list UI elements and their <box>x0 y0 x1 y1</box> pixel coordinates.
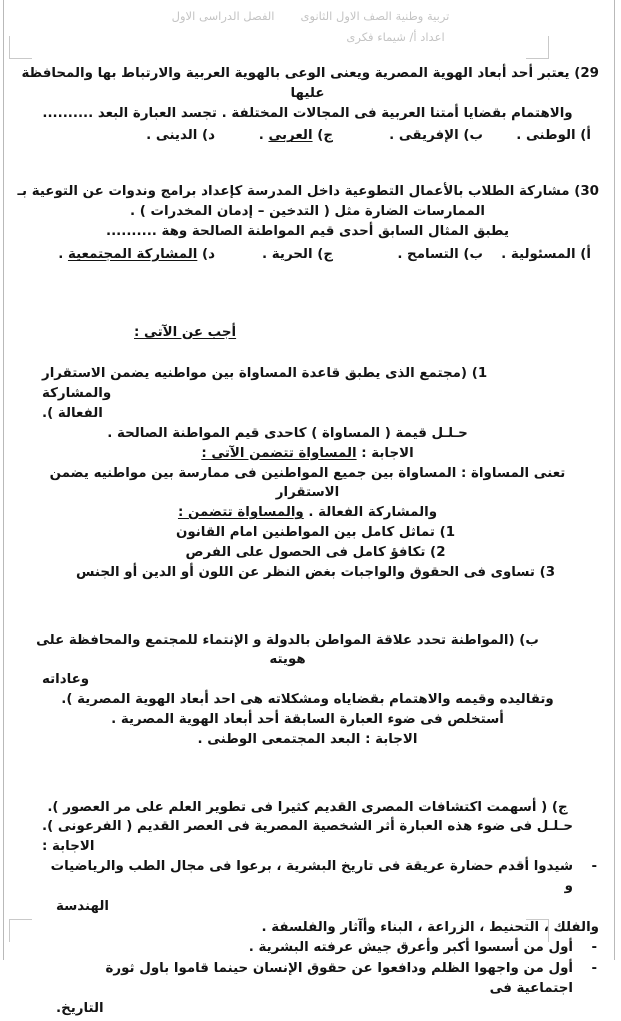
gap-before-answer-section-2 <box>16 301 599 323</box>
question-29-option-a[interactable] <box>483 126 591 146</box>
question-29-stem-text: يعتبر أحد أبعاد الهوية المصرية ويعنى الوعى بالهوية العربية والارتباط بها والمحافظة <box>21 66 570 81</box>
sub-question-1-quote-line2: الفعالة ). <box>42 406 103 422</box>
sub-question-c <box>16 798 599 1019</box>
option-d-key: د) <box>202 128 215 144</box>
option-c-key: ج) <box>317 128 333 144</box>
sub-question-b-label: ب) <box>519 632 539 648</box>
option-b-key: ب) <box>463 128 483 144</box>
bullet-main: أول من أسسوا أكبر وأعرق جيش عرفته البشرية . <box>248 940 573 956</box>
sub-question-c-quote-line1: ( أسهمت اكتشافات المصرى القديم كثيرا فى تطوير العلم على مر العصور ). <box>47 799 548 815</box>
question-29-option-c[interactable] <box>215 126 333 146</box>
document-body <box>16 64 599 1021</box>
question-29-stem-line2: عليها <box>290 85 325 101</box>
option-c-suffix: . <box>258 128 264 144</box>
header-term: الفصل الدراسى الاول <box>171 9 275 23</box>
question-30-stem-line1 <box>16 182 599 202</box>
sub-question-1-answer-heading <box>16 444 599 464</box>
option-a-key: أ) <box>580 246 591 262</box>
sub-question-1-label: 1) <box>471 366 488 382</box>
header-author: اعداد أ/ شيماء فكرى <box>346 30 445 45</box>
gap-before-sub-c-2 <box>16 786 599 798</box>
dash-icon: - <box>591 859 597 875</box>
question-29-option-d[interactable] <box>146 126 215 146</box>
page-border-left <box>3 0 4 960</box>
option-c-text: الحرية . <box>262 246 313 262</box>
sub-question-1 <box>16 364 599 582</box>
question-30-option-d[interactable] <box>58 245 215 265</box>
option-a-text: الوطنى . <box>516 128 576 144</box>
sub-question-b-quote-line2: وعاداته <box>42 672 90 688</box>
question-30-option-c[interactable] <box>215 245 333 265</box>
sub-question-b-quote-line1: (المواطنة تحدد علاقة المواطن بالدولة و الإنتماء للمجتمع والمحافظة على هويته <box>36 632 515 668</box>
question-30-number: 30) <box>574 184 599 200</box>
sub-question-c-label: ج) <box>551 799 568 815</box>
sub-question-1-body-line1: تعنى المساواة : المساواة بين جميع المواطنين فى ممارسة بين مواطنيه يضمن الاستقرار <box>49 465 566 501</box>
sub-question-1-header <box>16 364 599 404</box>
option-b-text: التسامح . <box>397 246 459 262</box>
sub-question-c-header <box>16 798 599 818</box>
question-30-stem-text: مشاركة الطلاب بالأعمال التطوعية داخل المدرسة كإعداد برامج وندوات عن التوعية بـ <box>17 184 570 200</box>
sub-question-b <box>16 631 599 750</box>
sub-question-c-task: حـلـل فى ضوء هذه العبارة أثر الشخصية المصرية فى العصر القديم ( الفرعونى ). <box>42 819 573 835</box>
gap-after-q29 <box>16 148 599 182</box>
bullet-tail: الهندسة <box>56 898 109 914</box>
gap-after-section-title <box>16 342 599 364</box>
point-item: 3) تساوى فى الحقوق والواجبات بغض النظر عن اللون أو الدين أو الجنس <box>75 564 556 580</box>
gap-before-answer-section <box>16 267 599 301</box>
question-29-stem-line1 <box>16 64 599 84</box>
option-b-key: ب) <box>463 246 483 262</box>
question-30-stem-line2: الممارسات الضارة مثل ( التدخين – إدمان المخدرات ) . <box>129 204 486 220</box>
body-line2-underlined: والمساواة تتضمن : <box>177 505 304 521</box>
option-d-text: الدينى . <box>146 128 198 144</box>
header-subject: تربية وطنية الصف الاول الثانوى <box>300 9 450 23</box>
answer-text: البعد المجتمعى الوطنى . <box>197 731 361 747</box>
point-item: 2) تكافؤ كامل فى الحصول على الفرص <box>185 544 446 560</box>
sub-question-b-header <box>16 631 599 671</box>
bullet-item <box>16 959 599 1018</box>
sub-question-c-bullets <box>16 857 599 1019</box>
question-29-number: 29) <box>574 66 599 81</box>
option-d-key: د) <box>202 246 215 262</box>
bullet-item <box>16 857 599 916</box>
option-d-text: المشاركة المجتمعية <box>67 246 198 262</box>
question-30-options <box>16 245 599 265</box>
bullet-main: شيدوا أقدم حضارة عريقة فى تاريخ البشرية ، برعوا فى مجال الطب والرياضيات و <box>50 859 573 894</box>
option-c-key: ج) <box>317 246 333 262</box>
gap-before-sub-b <box>16 585 599 619</box>
question-30-option-a[interactable] <box>483 245 591 265</box>
option-a-text: المسئولية . <box>501 246 576 262</box>
answer-prefix: الاجابة : <box>356 445 414 461</box>
sub-question-1-quote-line1: (مجتمع الذى يطبق قاعدة المساواة بين مواطنيه يضمن الاستقرار والمشاركة <box>42 366 468 402</box>
answer-section-title: أجب عن الآتى : <box>134 324 237 340</box>
answer-prefix: الاجابة : <box>360 731 418 747</box>
sub-question-b-answer <box>16 730 599 750</box>
bullet-item <box>16 938 599 958</box>
page-border-right <box>614 0 615 960</box>
dash-icon: - <box>591 961 597 977</box>
gap-before-sub-c <box>16 752 599 786</box>
sub-question-b-quote-line3: وتقاليده وقيمه والاهتمام بقضاياه ومشكلاته هى احد أبعاد الهوية المصرية ). <box>61 692 554 708</box>
option-d-suffix: . <box>58 246 64 262</box>
bullet-tail: التاريخ. <box>56 1000 104 1016</box>
document-header <box>0 8 621 47</box>
question-30-stem-line3: يطبق المثال السابق أحدى قيم المواطنة الصالحة وهة .......... <box>106 223 509 239</box>
sub-question-c-answer-prefix: الاجابة : <box>42 839 95 855</box>
bullet-main: أول من واجهوا الظلم ودافعوا عن حقوق الإنسان حينما قاموا باول ثورة اجتماعية فى <box>105 961 573 996</box>
body-line2-plain: والمشاركة الفعالة . <box>303 505 438 521</box>
option-b-text: الإفريقى . <box>389 128 459 144</box>
dash-icon: - <box>591 940 597 956</box>
question-29 <box>16 64 599 146</box>
question-29-stem-line3: والاهتمام بقضايا أمتنا العربية فى المجالات المختلفة . تجسد العبارة البعد .......... <box>42 105 573 121</box>
question-30-option-b[interactable] <box>333 245 483 265</box>
sub-question-1-body-line2 <box>16 503 599 523</box>
option-a-key: أ) <box>580 128 591 144</box>
bullet-flow-line: والفلك ، التحنيط ، الزراعة ، البناء وأآثار والفلسفة . <box>261 919 599 935</box>
point-item: 1) تماثل كامل بين المواطنين امام القانون <box>175 525 456 541</box>
gap-before-sub-b-2 <box>16 619 599 631</box>
sub-question-1-task: حـلـل قيمة ( المساواة ) كاحدى قيم المواطنة الصالحة . <box>107 425 468 441</box>
question-29-option-b[interactable] <box>333 126 483 146</box>
question-29-options <box>16 126 599 146</box>
answer-heading-text: المساواة تتضمن الآتى : <box>201 445 357 461</box>
option-c-text: العربى <box>268 128 313 144</box>
sub-question-b-task: أستخلص فى ضوء العبارة السابقة أحد أبعاد الهوية المصرية . <box>111 711 504 727</box>
question-30 <box>16 182 599 264</box>
sub-question-1-points <box>16 523 599 582</box>
